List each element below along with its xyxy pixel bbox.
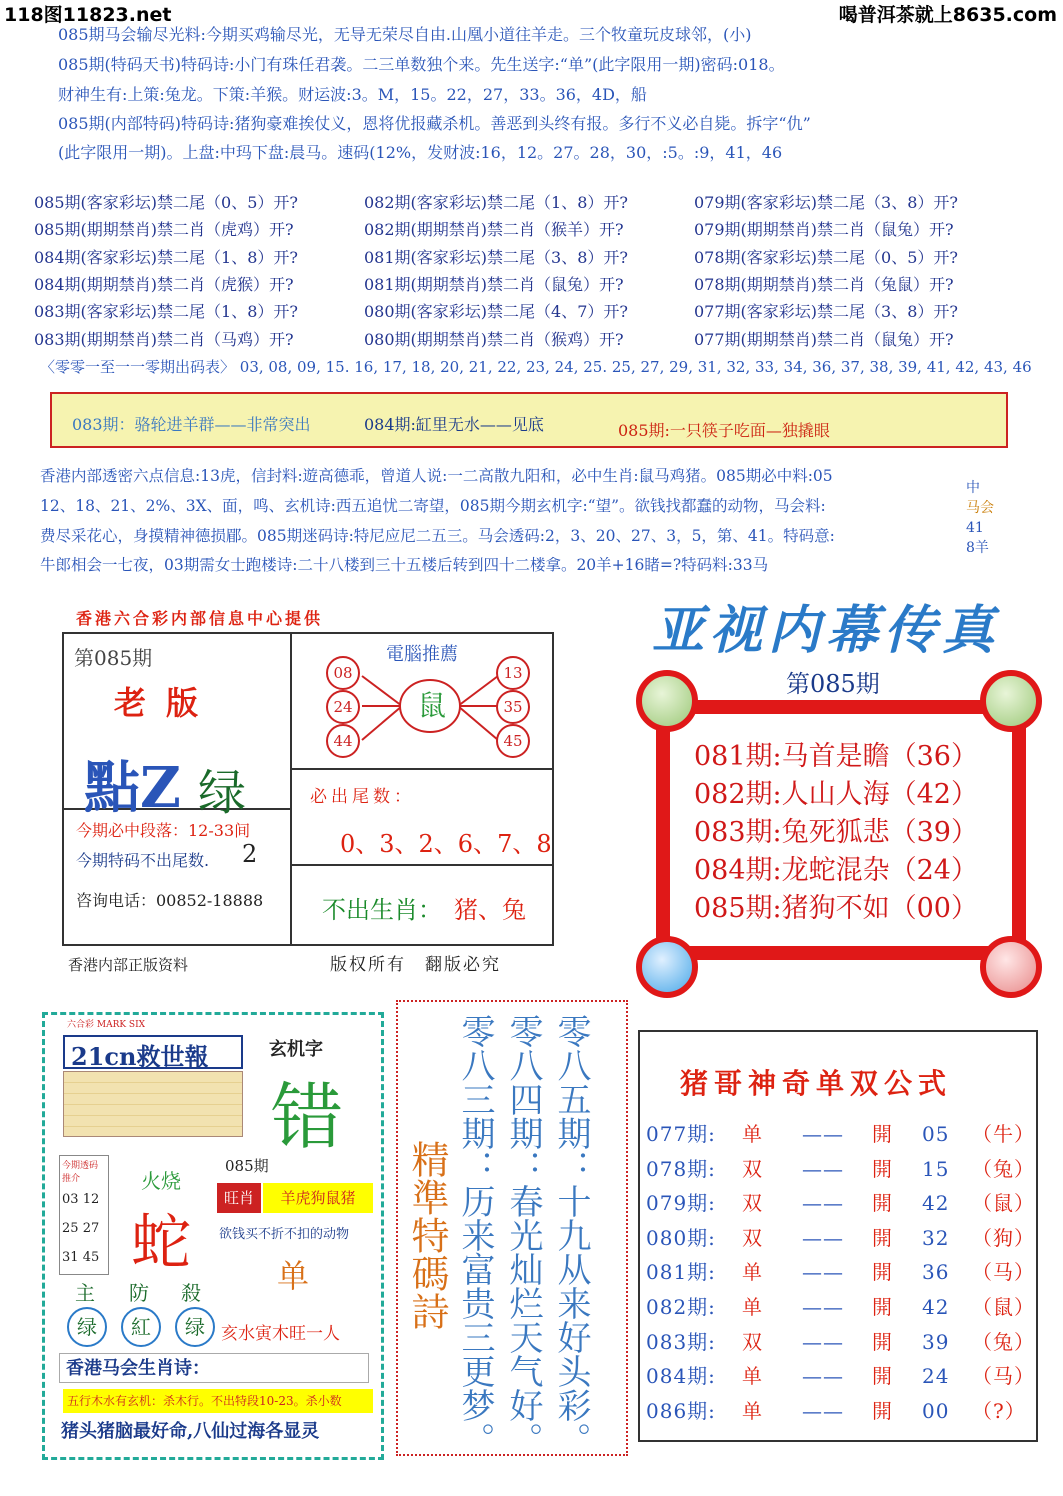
grid-cell: 082期(客家彩坛)禁二尾（1、8）开? [364, 193, 628, 213]
hai-line: 亥水寅木旺一人 [221, 1324, 340, 1344]
zhuge-dash: —— [802, 1295, 844, 1319]
zhuge-kai: 開 [872, 1225, 893, 1250]
zhuge-kai: 開 [872, 1364, 893, 1389]
codes-line: 〈零零一至一一零期出码表〉 03, 08, 09, 15. 16, 17, 18, 20, 21, 22, 23, 24, 25. 25, 27, 29, 31, 32, 33, 34, 36, 37, 38, 39, 41, 42, 43, 46 [40, 358, 1032, 376]
zhuge-kai: 開 [872, 1398, 893, 1423]
computer-recommend-title: 電腦推薦 [386, 644, 458, 665]
riddle-085: 085期:一只筷子吃面—独撬眼 [618, 421, 830, 440]
top-line-2: 085期(特码天书)特码诗:小门有珠任君袭。二三单数独个来。先生送字:“单”(此字限用一期)密码:018。 [58, 55, 785, 74]
zhuge-zodiac: （马） [972, 1260, 1035, 1285]
zhuge-kai: 開 [872, 1156, 893, 1181]
zhuge-row [646, 1187, 1052, 1216]
zhuge-kai: 開 [872, 1329, 893, 1354]
poem-title: 精準特碼詩 [405, 1140, 449, 1330]
forbidden-grid [34, 188, 1024, 352]
zhuge-issue: 077期: [646, 1122, 716, 1146]
zhuge-zodiac: （狗） [972, 1225, 1035, 1250]
zhuge-row [646, 1291, 1052, 1320]
asia-line-084: 084期:龙蛇混杂（24） [694, 855, 978, 886]
side-mark: 马会 [966, 500, 994, 516]
grid-cell: 077期(期期禁肖)禁二肖（鼠兔）开? [694, 329, 954, 349]
asia-title: 亚视内幕传真 [652, 600, 1001, 661]
grid-cell: 081期(期期禁肖)禁二肖（鼠兔）开? [364, 275, 624, 295]
zhuge-num: 36 [922, 1260, 950, 1285]
jiushi-poem: 猪头猪脑最好命,八仙过海各显灵 [61, 1421, 320, 1442]
zhuge-num: 15 [922, 1156, 950, 1181]
info-para-4: 牛郎相会一七夜，03期需女士跑楼诗:二十八楼到三十五楼后转到四十二楼拿。20羊+16睹=?特码料:33马 [40, 556, 769, 574]
zhuge-num: 00 [922, 1398, 950, 1423]
tail-values: 0、3、2、6、7、8 [340, 830, 552, 858]
zhuge-zodiac: （马） [972, 1364, 1035, 1389]
zhuge-kai: 開 [872, 1260, 893, 1285]
zhuge-issue: 086期: [646, 1398, 716, 1423]
corner-ball-pink [980, 936, 1042, 998]
zhuge-dash: —— [802, 1398, 844, 1423]
top-line-5: (此字限用一期)。上盘:中玛下盘:晨马。速码(12%，发财波:16，12。27。28，30，:5。:9，41，46 [58, 143, 783, 162]
phone-label[interactable]: 咨询电话：00852-18888 [76, 891, 264, 910]
zhuge-row [646, 1153, 1052, 1182]
grid-cell: 078期(客家彩坛)禁二尾（0、5）开? [694, 247, 958, 267]
zhuge-issue: 081期: [646, 1260, 716, 1285]
grid-row [34, 243, 1024, 270]
zhuge-num: 24 [922, 1364, 950, 1389]
grid-cell: 079期(期期禁肖)禁二肖（鼠兔）开? [694, 220, 954, 240]
pinned-num: 27 [82, 1221, 100, 1236]
zhuge-num: 05 [922, 1122, 950, 1146]
border-text: 六合彩 MARK SIX [67, 1020, 146, 1030]
info-para-2: 12、18、21、2%、3X、面，鸣、玄机诗:西五追忧二寄望，085期今期玄机字:“望”。欲钱找都蠢的动物，马会料: [40, 497, 826, 515]
color-ball-green-2: 绿 [175, 1307, 215, 1347]
zhuge-ds: 单 [742, 1364, 763, 1389]
top-line-1: 085期马会输尽光料:今期买鸡输尽光，无导无荣尽自由.山凰小道往羊走。三个牧童玩皮球邻，(小) [58, 25, 752, 44]
asia-line-083: 083期:兔死狐悲（39） [694, 817, 978, 848]
top-line-4: 085期(内部特码)特码诗:猪狗豪难挨仗义，恩将优报藏杀机。善恶到头终有报。多行不义必自毙。拆字“仇” [58, 114, 811, 133]
zhuge-row [646, 1326, 1052, 1355]
zhuge-row [646, 1256, 1052, 1285]
zhuge-issue: 084期: [646, 1364, 716, 1389]
issue-label: 第085期 [74, 646, 153, 670]
grid-row [34, 188, 1024, 215]
info-center-title: 香港六合彩内部信息中心提供 [76, 609, 324, 628]
zhuge-dash: —— [802, 1122, 844, 1146]
zhuge-zodiac: （牛） [972, 1122, 1035, 1146]
pinned-num: 12 [82, 1192, 100, 1207]
asia-line-085: 085期:猪狗不如（00） [694, 893, 978, 924]
zhuge-issue: 078期: [646, 1156, 716, 1181]
pinned-panel [59, 1155, 109, 1275]
riddle-084: 084期:缸里无水——见底 [364, 415, 544, 434]
asia-line-081: 081期:马首是瞻（36） [694, 741, 978, 772]
color-ball-red: 紅 [121, 1307, 161, 1347]
zhuge-kai: 開 [872, 1122, 893, 1146]
pinned-label: 今期透码推介 [62, 1161, 99, 1184]
info-footer-right: 版权所有 翻版必究 [330, 955, 501, 975]
zhuge-row [646, 1118, 1052, 1147]
zhuge-ds: 双 [742, 1225, 763, 1250]
sha-label: 殺 [181, 1281, 201, 1305]
asia-frame [656, 700, 1026, 960]
asia-line-082: 082期:人山人海（42） [694, 779, 978, 810]
grid-cell: 084期(客家彩坛)禁二尾（1、8）开? [34, 247, 298, 267]
side-mark: 8羊 [966, 540, 989, 556]
site-right-title[interactable]: 喝普洱茶就上8635.com [838, 4, 1057, 26]
grid-row [34, 215, 1024, 242]
jiushi-box [42, 1012, 384, 1460]
grid-cell: 081期(客家彩坛)禁二尾（3、8）开? [364, 247, 628, 267]
zhuge-kai: 開 [872, 1295, 893, 1319]
zhuge-issue: 083期: [646, 1329, 716, 1354]
info-para-1: 香港内部透密六点信息:13虎，信封料:遊高德乖，曾道人说:一二高散九阳和，必中生肖:鼠马鸡猪。085期必中料:05 [40, 467, 833, 485]
info-center-box [62, 632, 554, 946]
snake-char: 蛇 [131, 1208, 191, 1278]
zhuge-dash: —— [802, 1156, 844, 1181]
zhuge-ds: 双 [742, 1191, 763, 1216]
zhuge-dash: —— [802, 1191, 844, 1216]
grid-cell: 083期(客家彩坛)禁二尾（1、8）开? [34, 302, 298, 322]
zhuge-dash: —— [802, 1329, 844, 1354]
jiushi-note: 五行木水有玄机：杀木行。不出特段10-23。杀小数 [63, 1389, 373, 1413]
no-zodiac-label: 不出生肖： [322, 896, 442, 924]
riddle-083: 083期：骆轮进羊群——非常突出 [72, 415, 311, 434]
no-zodiac-value: 猪、兔 [454, 896, 526, 924]
jiushi-title: 21cn救世報 [71, 1042, 209, 1071]
tail-title: 必出尾数： [310, 787, 415, 807]
grid-cell: 078期(期期禁肖)禁二肖（兔鼠）开? [694, 275, 954, 295]
jiushi-title-box [63, 1035, 243, 1069]
zhuge-num: 39 [922, 1329, 950, 1354]
pinned-num: 31 [62, 1250, 79, 1265]
jiushi-table [63, 1071, 243, 1137]
zodiac-poem-title: 香港马会生肖诗： [66, 1358, 210, 1379]
zhuge-ds: 单 [742, 1295, 763, 1319]
corner-ball-blue [636, 936, 698, 998]
info-footer-left: 香港内部正版资料 [68, 956, 189, 974]
grid-cell: 080期(期期禁肖)禁二肖（猴鸡）开? [364, 329, 624, 349]
ball-35: 35 [496, 690, 530, 724]
zhuge-zodiac: （鼠） [972, 1191, 1035, 1216]
zhuge-dash: —— [802, 1260, 844, 1285]
poem-col-084: 零八四期：春光灿烂天气好。 [503, 1014, 543, 1456]
poem-col-083: 零八三期：历来富贵三更梦。 [455, 1014, 495, 1456]
zhuge-issue: 082期: [646, 1295, 716, 1319]
grid-row [34, 270, 1024, 297]
color-ball-green: 绿 [67, 1307, 107, 1347]
riddle-box [50, 392, 1008, 448]
big-color-label: 绿 [198, 765, 247, 821]
zhuge-issue: 079期: [646, 1191, 716, 1216]
old-version-label: 老版 [114, 684, 219, 722]
zhuge-ds: 双 [742, 1329, 763, 1354]
site-left-title[interactable]: 118图11823.net [4, 4, 172, 26]
grid-cell: 084期(期期禁肖)禁二肖（虎猴）开? [34, 275, 294, 295]
ball-45: 45 [496, 724, 530, 758]
no-tail-label: 今期特码不出尾数. [76, 851, 210, 870]
info-para-3: 费尽采花心，身摸精神德损郿。085期迷码诗:特尼应尼二五三。马会透码:2，3、20、27、3，5，第、41。特码意: [40, 527, 835, 545]
zhuge-dash: —— [802, 1364, 844, 1389]
ball-44: 44 [326, 724, 360, 758]
zhuge-row [646, 1395, 1052, 1424]
ball-24: 24 [326, 690, 360, 724]
xuanji-char: 错 [271, 1075, 344, 1159]
pinned-num: 25 [62, 1221, 79, 1236]
xuanji-label: 玄机字 [269, 1039, 323, 1060]
zhuge-num: 32 [922, 1225, 950, 1250]
single-char: 单 [277, 1257, 310, 1295]
asia-issue: 第085期 [786, 670, 880, 698]
grid-cell: 079期(客家彩坛)禁二尾（3、8）开? [694, 193, 958, 213]
zhuge-dash: —— [802, 1225, 844, 1250]
poem-col-085: 零八五期：十九从来好头彩。 [551, 1014, 591, 1456]
jiushi-question: 欲钱买不折不扣的动物 [219, 1227, 350, 1242]
corner-ball-green-left [636, 670, 698, 732]
grid-cell: 077期(客家彩坛)禁二尾（3、8）开? [694, 302, 958, 322]
corner-ball-green-right [980, 670, 1042, 732]
zhuge-ds: 单 [742, 1122, 763, 1146]
zhuge-kai: 開 [872, 1191, 893, 1216]
center-zodiac: 鼠 [418, 689, 447, 722]
zhuge-zodiac: （?） [972, 1398, 1026, 1423]
grid-cell: 083期(期期禁肖)禁二肖（马鸡）开? [34, 329, 294, 349]
pinned-num: 03 [62, 1192, 79, 1207]
grid-row [34, 297, 1024, 324]
ball-13: 13 [496, 656, 530, 690]
wang-label: 旺肖 [217, 1183, 261, 1213]
pinned-num: 45 [82, 1250, 100, 1265]
fire-label: 火烧 [141, 1169, 181, 1193]
grid-cell: 082期(期期禁肖)禁二肖（猴羊）开? [364, 220, 624, 240]
zhuge-num: 42 [922, 1191, 950, 1216]
zhuge-ds: 单 [742, 1398, 763, 1423]
grid-cell: 085期(期期禁肖)禁二肖（虎鸡）开? [34, 220, 294, 240]
jiushi-issue: 085期 [225, 1157, 269, 1175]
zhuge-ds: 双 [742, 1156, 763, 1181]
zhuge-zodiac: （兔） [972, 1156, 1035, 1181]
grid-cell: 080期(客家彩坛)禁二尾（4、7）开? [364, 302, 628, 322]
side-mark: 41 [966, 520, 984, 536]
grid-row [34, 324, 1024, 351]
zhuge-zodiac: （鼠） [972, 1295, 1035, 1319]
grid-cell: 085期(客家彩坛)禁二尾（0、5）开? [34, 193, 298, 213]
segment-label: 今期必中段落：12-33间 [76, 821, 251, 840]
big-zodiac-mark: 點Z [84, 755, 181, 821]
zhu-label: 主 [75, 1281, 95, 1305]
ball-08: 08 [326, 656, 360, 690]
zhuge-formula-box [638, 1030, 1038, 1442]
zhuge-zodiac: （兔） [972, 1329, 1035, 1354]
zodiac-poem-bar [59, 1353, 369, 1383]
zhuge-ds: 单 [742, 1260, 763, 1285]
zhuge-issue: 080期: [646, 1225, 716, 1250]
zhuge-row [646, 1360, 1052, 1389]
side-mark: 中 [966, 480, 980, 496]
no-tail-value: 2 [242, 840, 258, 868]
zhuge-row [646, 1222, 1052, 1251]
top-line-3: 财神生有:上策:兔龙。下策:羊猴。财运波:3。M，15。22，27，33。36，4D，船 [58, 85, 647, 104]
zhuge-num: 42 [922, 1295, 950, 1319]
side-marks [966, 478, 1010, 558]
zhuge-title: 猪哥神奇单双公式 [680, 1067, 953, 1100]
fang-label: 防 [129, 1281, 149, 1305]
wang-values: 羊虎狗鼠猪 [263, 1183, 373, 1213]
